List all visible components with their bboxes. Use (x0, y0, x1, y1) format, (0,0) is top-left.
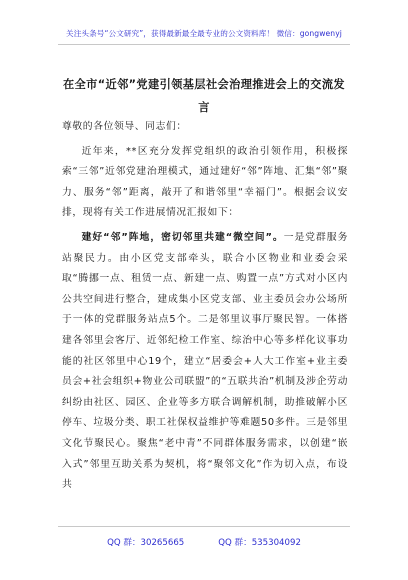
salutation: 尊敬的各位领导、同志们： (62, 121, 187, 132)
footer-qq-group-2: QQ 群：535304092 (218, 538, 301, 548)
section-1-body: 一是党群服务站聚民力。由小区党支部牵头，联合小区物业和业委会采取“腾挪一点、租赁一点、新建一点、购置一点”方式对小区内公共空间进行整合，建成集小区党支部、业主委员会办公场所于一体的党群服务站点5个。二是邻里议事厅聚民智。一体搭建各邻里会客厅、近邻纪检工作室、综治中心等多样化议事功能的社区邻里中心19个，建立“居委会+人大工作室+业主委员会+社会组织+物业公司联盟”的“五联共治”机制及涉企劳动纠纷由社区、园区、企业等多方联合调解机制，助推破解小区停车、垃圾分类、职工社保权益维护等难题50多件。三是邻里文化节聚民心。聚焦“老中青”不同群体服务需求，以创建“嵌入式”邻里互助关系为契机，将“聚邻文化”作为切入点，布设共 (62, 231, 348, 491)
header-rule (58, 44, 350, 45)
header-note: 关注头条号“公文研究”，获得最新最全最专业的公文资料库！ 微信：gongwenyj (66, 29, 342, 38)
document-body (62, 117, 348, 500)
footer-rule (58, 526, 350, 527)
section-1-paragraph (62, 228, 348, 496)
document-title: 在全市“近邻”党建引领基层社会治理推进会上的交流发言 (62, 78, 346, 114)
section-1-heading: 建好“邻”阵地，密切邻里共建“微空间”。 (81, 231, 284, 243)
intro-paragraph: 近年来，**区充分发挥党组织的政治引领作用，积极探索“三邻”近邻党建治理模式，通过建好“邻”阵地、汇集“邻”聚力、服务“邻”距离，敲开了和谐邻里“幸福门”。根据会议安排，现将有关工作进展情况汇报如下： (62, 145, 348, 219)
footer-qq-group-1: QQ 群：30265665 (107, 538, 185, 548)
footer (0, 536, 408, 548)
